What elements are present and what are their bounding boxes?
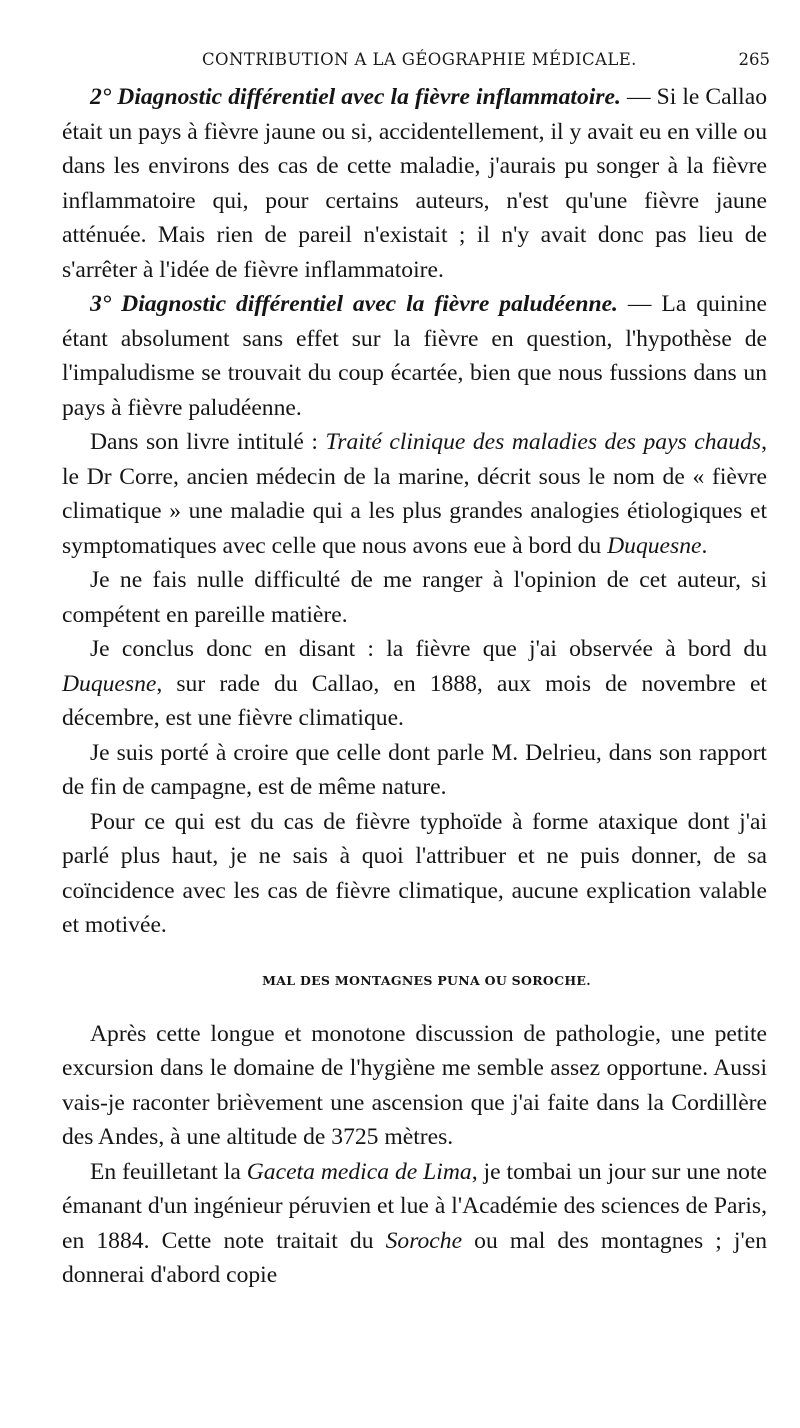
ship-name: Duquesne [607,532,702,559]
paragraph-typhoide: Pour ce qui est du cas de fièvre typhoïde à forme ataxique dont j'ai parlé plus haut, je ne sais à quoi l'attribuer et ne puis donner, de sa coïncidence avec les cas de fièvre climatique, aucune explication valable et motivée. [62,808,767,938]
journal-title: Gaceta medica de Lima [246,1158,472,1185]
heading-inflammatoire: 2° Diagnostic différentiel avec la fièvre inflammatoire. [90,84,621,110]
paragraph-text: ou mal des montagnes ; j'en donnerai d'abord copie [62,1227,768,1288]
heading-paludeenne: 3° Diagnostic différentiel avec la fièvre paludéenne. [90,291,618,317]
section-title: MAL DES MONTAGNES PUNA OU SOROCHE. [262,972,591,988]
paragraph-text: . [701,532,708,559]
paragraph-text: — La quinine étant absolument sans effet sur la fièvre en question, l'hypothèse de l'impaludisme se trouvait du coup écartée, bien que nous fussions dans un pays à fièvre paludéenne. [62,291,767,421]
paragraph-diagnostic-inflammatoire [62,80,767,287]
soroche-term: Soroche [385,1227,463,1254]
paragraph-diagnostic-paludeenne [62,287,767,425]
paragraph-text: En feuilletant la [90,1158,247,1185]
paragraph-traite-clinique [62,425,767,563]
body-text [62,80,767,1293]
book-title: Traité clinique des maladies des pays chauds [325,429,762,455]
paragraph-text: — Si le Callao était un pays à fièvre jaune ou si, accidentellement, il y avait eu en ville ou dans les environs des cas de cette maladie, j'aurais pu songer à la fièvre inflammatoire qui, pour certains auteurs, n'est qu'une fièvre jaune atténuée. Mais rien de pareil n'existait ; il n'y avait donc pas lieu de s'arrêter à l'idée de fièvre inflammatoire. [62,84,767,283]
paragraph-ascension: Après cette longue et monotone discussion de pathologie, une petite excursion dans le domaine de l'hygiène me semble assez opportune. Aussi vais-je raconter brièvement une ascension que j'ai faite dans la Cordillère des Andes, à une altitude de 3725 mètres. [62,1020,767,1150]
running-title: CONTRIBUTION A LA GÉOGRAPHIE MÉDICALE. [202,50,637,69]
paragraph-text: , le Dr Corre, ancien médecin de la marine, décrit sous le nom de « fièvre climatique » une maladie qui a les plus grandes analogies étiologiques et symptomatiques avec celle que nous avons eue à bord du [62,429,767,559]
paragraph-text: , sur rade du Callao, en 1888, aux mois de novembre et décembre, est une fièvre climatique. [62,670,767,731]
paragraph-conclusion [62,632,767,736]
paragraph-text: , je tombai un jour sur une note émanant d'un ingénieur péruvien et lue à l'Académie des sciences de Paris, en 1884. Cette note traitait du [62,1158,767,1254]
paragraph-text: Dans son livre intitulé : [90,429,326,455]
page-header [62,50,774,78]
paragraph-text: Je conclus donc en disant : la fièvre que j'ai observée à bord du [90,636,767,662]
paragraph-gaceta [62,1155,767,1293]
page-number: 265 [738,50,770,69]
paragraph-opinion: Je ne fais nulle difficulté de me ranger à l'opinion de cet auteur, si compétent en pareille matière. [62,567,767,628]
ship-name: Duquesne [62,670,157,697]
paragraph-delrieu: Je suis porté à croire que celle dont parle M. Delrieu, dans son rapport de fin de campagne, est de même nature. [62,739,767,800]
